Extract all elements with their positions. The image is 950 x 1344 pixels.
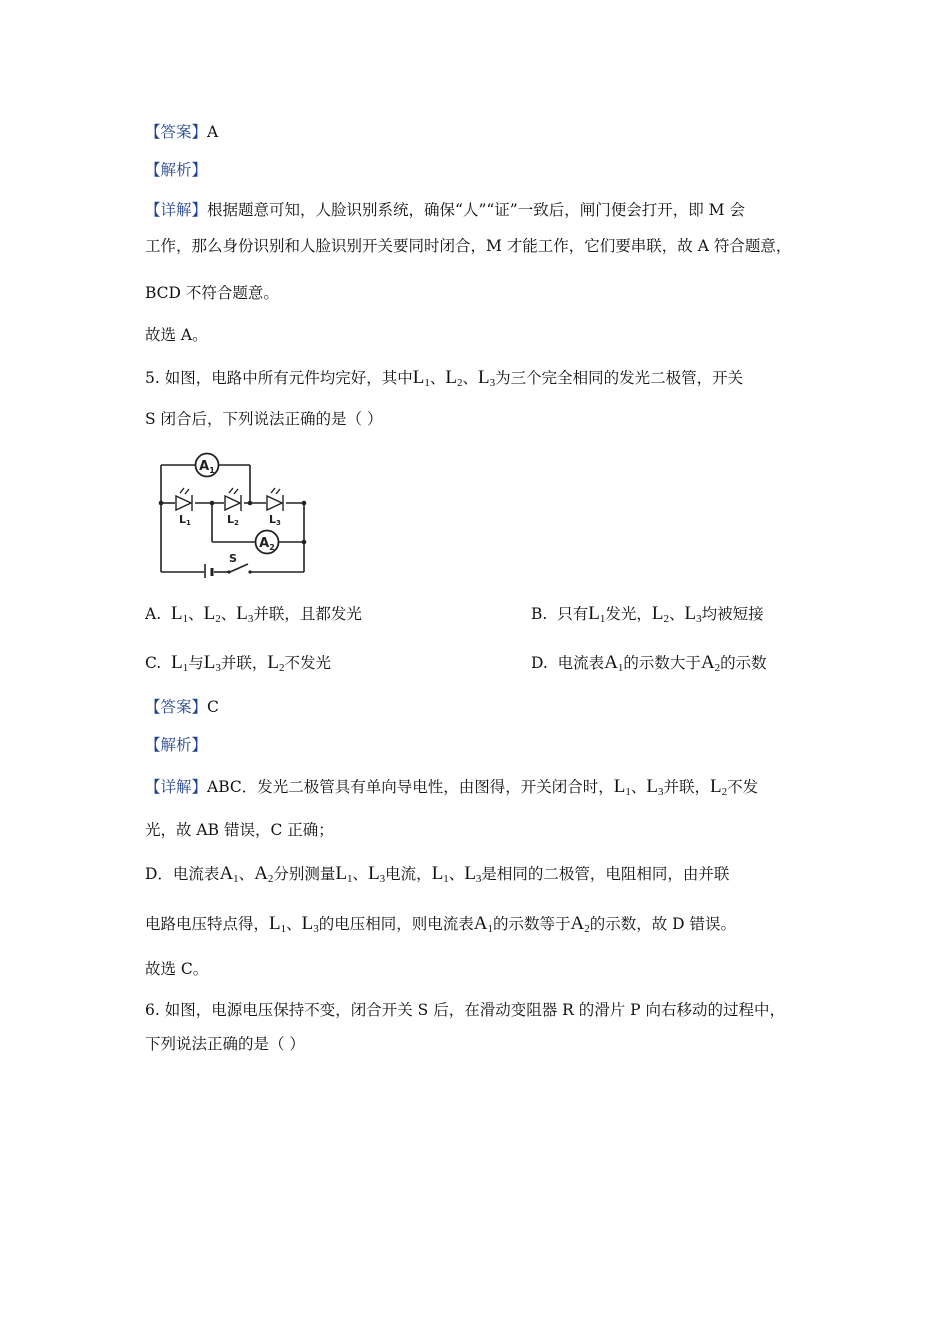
svg-text:A1: $A_1$ <box>199 459 215 475</box>
led-l1 <box>176 488 192 511</box>
label-l3: L3 <box>269 513 281 527</box>
option-c: C. $L_1$与$L_3$并联，$L_2$不发光 <box>145 652 331 674</box>
svg-text:A2: $A_2$ <box>259 536 275 552</box>
q4-detail-line-2: 工作，那么身份识别和人脸识别开关要同时闭合，M 才能工作，它们要串联，故 A 符合题意， <box>145 237 792 255</box>
q5-analysis-tag: 【解析】 <box>145 736 208 754</box>
detail-tag: 【详解】 <box>145 201 208 219</box>
label-l2: L2 <box>227 513 239 527</box>
q6-stem-line-2: 下列说法正确的是（ ） <box>145 1035 305 1053</box>
q5-stem-line-2: S 闭合后，下列说法正确的是（ ） <box>145 410 383 428</box>
q6-stem-line-1: 6. 如图，电源电压保持不变，闭合开关 S 后，在滑动变阻器 R 的滑片 P 向右移动的过程中， <box>145 1001 785 1019</box>
answer-tag: 【答案】 <box>145 123 208 141</box>
option-b: B. 只有$L_1$发光，$L_2$、$L_3$均被短接 <box>531 603 764 625</box>
led-l2 <box>225 488 241 511</box>
q4-analysis-tag: 【解析】 <box>145 161 208 179</box>
answer-value: A <box>207 123 219 141</box>
q5-detail-line-1: 【详解】ABC．发光二极管具有单向导电性，由图得，开关闭合时，$L_1$、$L_3$并联，$L_2$不发 <box>145 776 759 798</box>
circuit-diagram <box>150 452 310 578</box>
q5-conclusion: 故选 C。 <box>145 960 209 978</box>
option-d: D. 电流表$A_1$的示数大于$A_2$的示数 <box>531 652 767 674</box>
q5-detail-line-4: 电路电压特点得，$L_1$、$L_3$的电压相同，则电流表$A_1$的示数等于$A_2$的示数，故 D 错误。 <box>145 913 737 935</box>
q4-conclusion: 故选 A。 <box>145 326 208 344</box>
label-l1: L1 <box>179 513 191 527</box>
ammeter-a1 <box>196 454 219 477</box>
label-switch: S <box>229 552 237 565</box>
q5-detail-line-2: 光，故 AB 错误，C 正确； <box>145 821 334 839</box>
q4-detail-line-1: 【详解】根据题意可知，人脸识别系统，确保“人”“证”一致后，闸门便会打开，即 M 会 <box>145 201 745 219</box>
ammeter-a2 <box>256 531 279 554</box>
option-a: A. $L_1$、$L_2$、$L_3$并联，且都发光 <box>145 603 362 625</box>
q5-answer-line: 【答案】C <box>145 698 219 716</box>
q4-detail-line-3: BCD 不符合题意。 <box>145 284 279 302</box>
led-l3 <box>267 488 283 511</box>
q4-answer-line <box>145 120 218 144</box>
q5-detail-line-3: D．电流表$A_1$、$A_2$分别测量$L_1$、$L_3$电流，$L_1$、$L_3$是相同的二极管，电阻相同，由并联 <box>145 863 730 885</box>
q5-stem-line-1: 5. 如图，电路中所有元件均完好，其中$L_1$、$L_2$、$L_3$为三个完全相同的发光二极管，开关 <box>145 367 744 389</box>
